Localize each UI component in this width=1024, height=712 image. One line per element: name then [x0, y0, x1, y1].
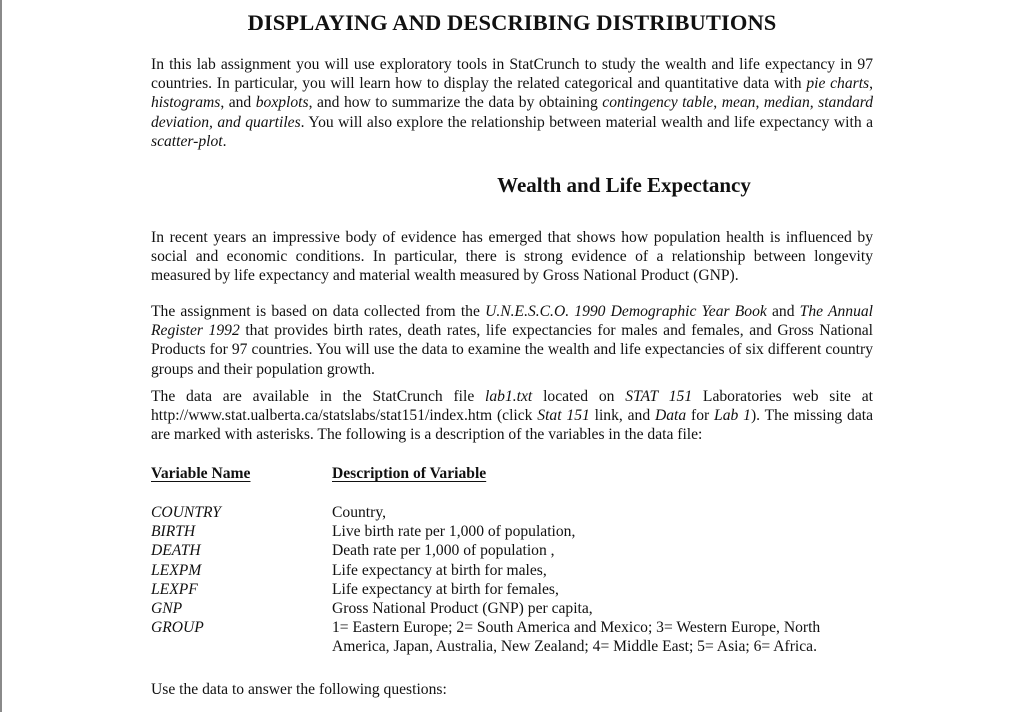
page-left-border	[0, 0, 2, 712]
variable-name: LEXPF	[151, 580, 198, 598]
avail-text-5: for	[686, 407, 715, 425]
avail-text-4: link, and	[589, 407, 655, 425]
table-row	[151, 580, 873, 599]
table-row	[151, 561, 873, 580]
variable-name-header: Variable Name	[151, 465, 251, 482]
source-text-3: that provides birth rates, death rates, life expectancies for males and females, and Gross National Products for 97 countries. You will use the data to examine the wealth and life expectancies of six different country groups and their population growth.	[151, 322, 873, 378]
variable-name: GNP	[151, 600, 183, 618]
source-text-1: The assignment is based on data collected from the	[151, 303, 486, 320]
intro-text-2: ,	[869, 75, 874, 93]
avail-text-1: The data are available in the StatCrunch file	[151, 388, 486, 405]
variable-name: DEATH	[151, 542, 201, 560]
variable-name: COUNTRY	[151, 504, 221, 521]
variable-description: Gross National Product (GNP) per capita,	[332, 600, 593, 618]
variable-name: BIRTH	[151, 523, 196, 541]
evidence-paragraph: In recent years an impressive body of evidence has emerged that shows how population health is influenced by social and economic conditions. In particular, there is strong evidence of a relationship between longevity measured by life expectancy and material wealth measured by Gross National Product (GNP).	[151, 229, 873, 285]
table-row	[151, 522, 873, 541]
intro-text-6: ,	[755, 94, 764, 112]
variable-description-header: Description of Variable	[332, 465, 487, 482]
variable-name: LEXPM	[151, 561, 202, 579]
intro-text-4: , and how to summarize the data by obtaining	[308, 94, 603, 112]
avail-italic-data: Data	[654, 407, 687, 425]
intro-italic-histograms: histograms	[151, 94, 221, 112]
closing-paragraph: Use the data to answer the following questions:	[151, 681, 447, 698]
intro-text-5: ,	[713, 94, 722, 112]
variable-description: 1= Eastern Europe; 2= South America and Mexico; 3= Western Europe, North America, Japan, Australia, New Zealand; 4= Middle East; 5= Asia; 6= Africa.	[332, 619, 821, 656]
intro-text-1: In this lab assignment you will use exploratory tools in StatCrunch to study the wealth and life expectancy in 97 countries. In particular, you will learn how to display the related categorical and quantitative data with	[151, 56, 873, 93]
variable-table	[151, 503, 873, 657]
source-italic-unesco: U.N.E.S.C.O. 1990 Demographic Year Book	[485, 303, 767, 320]
avail-italic-stat151-link: Stat 151	[537, 407, 590, 425]
intro-text-3: , and	[220, 94, 256, 112]
data-source-paragraph	[151, 302, 873, 379]
variable-description: Death rate per 1,000 of population ,	[332, 542, 555, 560]
intro-text-8: .	[222, 132, 227, 150]
intro-italic-boxplots: boxplots	[255, 94, 309, 112]
variable-description: Life expectancy at birth for males,	[332, 561, 547, 579]
variable-name: GROUP	[151, 619, 204, 637]
avail-italic-stat151: STAT 151	[625, 388, 693, 405]
intro-italic-scatter-plot: scatter-plot	[151, 132, 223, 150]
variable-description: Life expectancy at birth for females,	[332, 580, 559, 598]
intro-italic-pie-charts: pie charts	[806, 75, 870, 93]
avail-italic-lab1: Lab 1	[714, 407, 751, 425]
variable-description: Country,	[332, 504, 386, 521]
avail-italic-filename: lab1.txt	[485, 388, 533, 405]
table-row	[151, 618, 873, 656]
section-title: Wealth and Life Expectancy	[497, 173, 751, 197]
avail-text-3: Laboratories web site at http://www.stat.ualberta.ca/statslabs/stat151/index.htm (click	[151, 388, 874, 425]
avail-text-2: located on	[532, 388, 626, 405]
variable-description: Live birth rate per 1,000 of population,	[332, 523, 576, 541]
table-row	[151, 541, 873, 560]
avail-text-6: ). The missing data are marked with asterisks. The following is a description of the variables in the data file:	[151, 407, 873, 444]
intro-italic-statistics: median, standard deviation, and quartiles	[151, 94, 874, 131]
data-availability-paragraph	[151, 387, 873, 445]
intro-paragraph	[151, 55, 873, 151]
table-row	[151, 503, 873, 522]
source-text-2: and	[766, 303, 800, 320]
document-title: DISPLAYING AND DESCRIBING DISTRIBUTIONS	[247, 10, 777, 35]
table-row	[151, 599, 873, 618]
source-italic-annual-register: The Annual Register 1992	[151, 303, 873, 340]
intro-italic-mean: mean	[721, 94, 756, 112]
intro-italic-contingency-table: contingency table	[602, 94, 714, 112]
intro-text-7: . You will also explore the relationship between material wealth and life expectancy with a	[300, 113, 873, 131]
